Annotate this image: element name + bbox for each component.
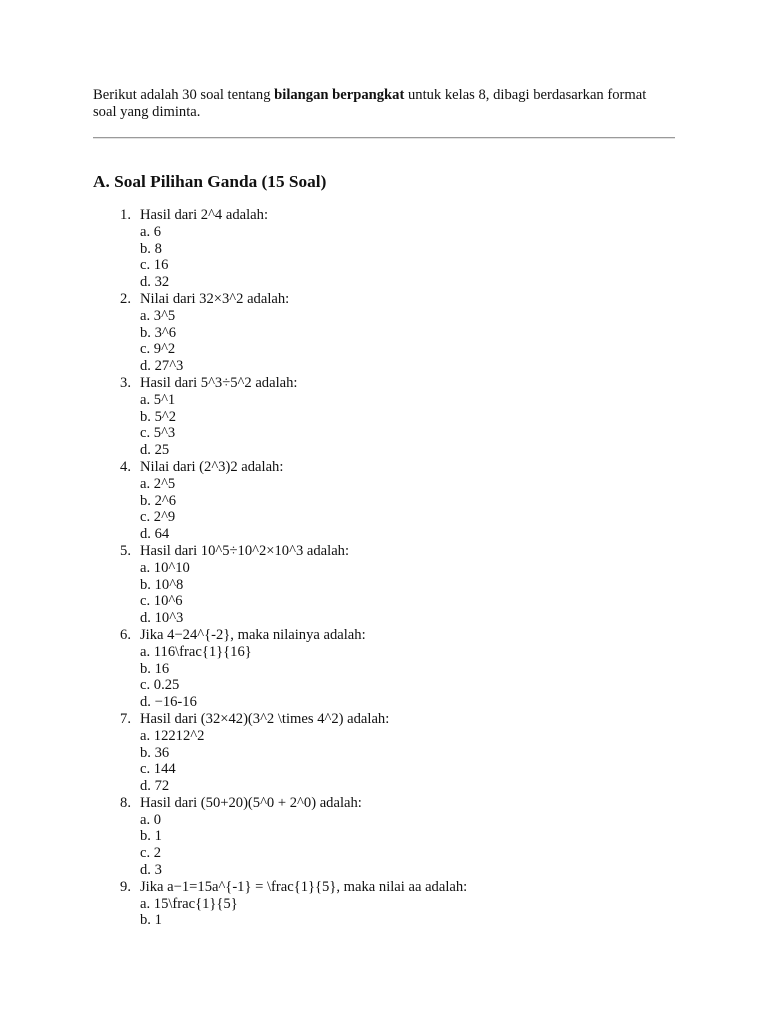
answer-option: c. 16 [140, 257, 169, 274]
answer-option: d. 72 [140, 778, 170, 795]
answer-option: c. 2 [140, 845, 162, 862]
intro-text-after: untuk kelas 8, dibagi berdasarkan format soal yang diminta. [93, 87, 647, 120]
question-number: 5. [120, 542, 131, 559]
answer-option: b. 8 [140, 240, 162, 257]
answer-option: a. 3^5 [140, 307, 176, 324]
answer-option: d. 3 [140, 862, 162, 879]
question-list [0, 207, 768, 929]
answer-option: d. 32 [140, 274, 170, 291]
question-text: Nilai dari (2^3)2 adalah: [140, 458, 284, 475]
answer-option: c. 0.25 [140, 677, 180, 694]
question-text: Hasil dari 2^4 adalah: [140, 207, 269, 223]
question-text: Hasil dari (32×42)(3^2 \times 4^2) adalah: [140, 710, 390, 727]
question-item [0, 291, 768, 375]
question-text: Jika 4−24^{-2}, maka nilainya adalah: [140, 626, 366, 643]
horizontal-divider [93, 137, 675, 139]
question-number: 6. [120, 626, 131, 643]
question-text: Nilai dari 32×3^2 adalah: [140, 290, 290, 307]
answer-option: d. 27^3 [140, 358, 184, 375]
answer-option: a. 116\frac{1}{16} [140, 643, 252, 660]
answer-option: c. 2^9 [140, 509, 176, 526]
question-item [0, 543, 768, 627]
answer-option: b. 36 [140, 744, 170, 761]
question-number: 2. [120, 290, 131, 307]
answer-option: b. 5^2 [140, 408, 177, 425]
question-item [0, 375, 768, 459]
question-text: Hasil dari (50+20)(5^0 + 2^0) adalah: [140, 794, 362, 811]
answer-option: d. −16-16 [140, 694, 197, 711]
answer-option: a. 15\frac{1}{5} [140, 895, 238, 912]
question-text: Jika a−1=15a^{-1} = \frac{1}{5}, maka nilai aa adalah: [140, 878, 468, 895]
answer-option: a. 0 [140, 811, 162, 828]
question-text: Hasil dari 10^5÷10^2×10^3 adalah: [140, 542, 350, 559]
answer-option: b. 1 [140, 828, 162, 845]
intro-bold-term: bilangan berpangkat [274, 87, 405, 103]
question-item [0, 207, 768, 291]
answer-option: c. 144 [140, 761, 176, 778]
answer-option: a. 12212^2 [140, 727, 205, 744]
question-number: 3. [120, 374, 131, 391]
question-number: 4. [120, 458, 131, 475]
question-item [0, 711, 768, 795]
answer-option: c. 9^2 [140, 341, 176, 358]
answer-option: d. 25 [140, 442, 170, 459]
question-item [0, 795, 768, 879]
question-item [0, 459, 768, 543]
question-number: 8. [120, 794, 131, 811]
question-text: Hasil dari 5^3÷5^2 adalah: [140, 374, 298, 391]
answer-option: d. 64 [140, 526, 170, 543]
question-number: 1. [120, 207, 131, 223]
section-a-title: A. Soal Pilihan Ganda (15 Soal) [93, 172, 327, 191]
answer-option: b. 16 [140, 660, 170, 677]
answer-option: b. 10^8 [140, 576, 184, 593]
answer-option: a. 5^1 [140, 391, 176, 408]
answer-option: c. 10^6 [140, 593, 183, 610]
answer-option: b. 3^6 [140, 324, 177, 341]
answer-option: c. 5^3 [140, 425, 176, 442]
answer-option: b. 1 [140, 912, 162, 929]
intro-text-before: Berikut adalah 30 soal tentang [93, 87, 275, 103]
answer-option: a. 6 [140, 223, 162, 240]
answer-option: b. 2^6 [140, 492, 177, 509]
question-item [0, 627, 768, 711]
intro-paragraph [93, 87, 673, 121]
answer-option: d. 10^3 [140, 610, 184, 627]
answer-option: a. 10^10 [140, 559, 190, 576]
answer-option: a. 2^5 [140, 475, 176, 492]
question-number: 7. [120, 710, 131, 727]
question-number: 9. [120, 878, 131, 895]
question-item [0, 879, 768, 929]
